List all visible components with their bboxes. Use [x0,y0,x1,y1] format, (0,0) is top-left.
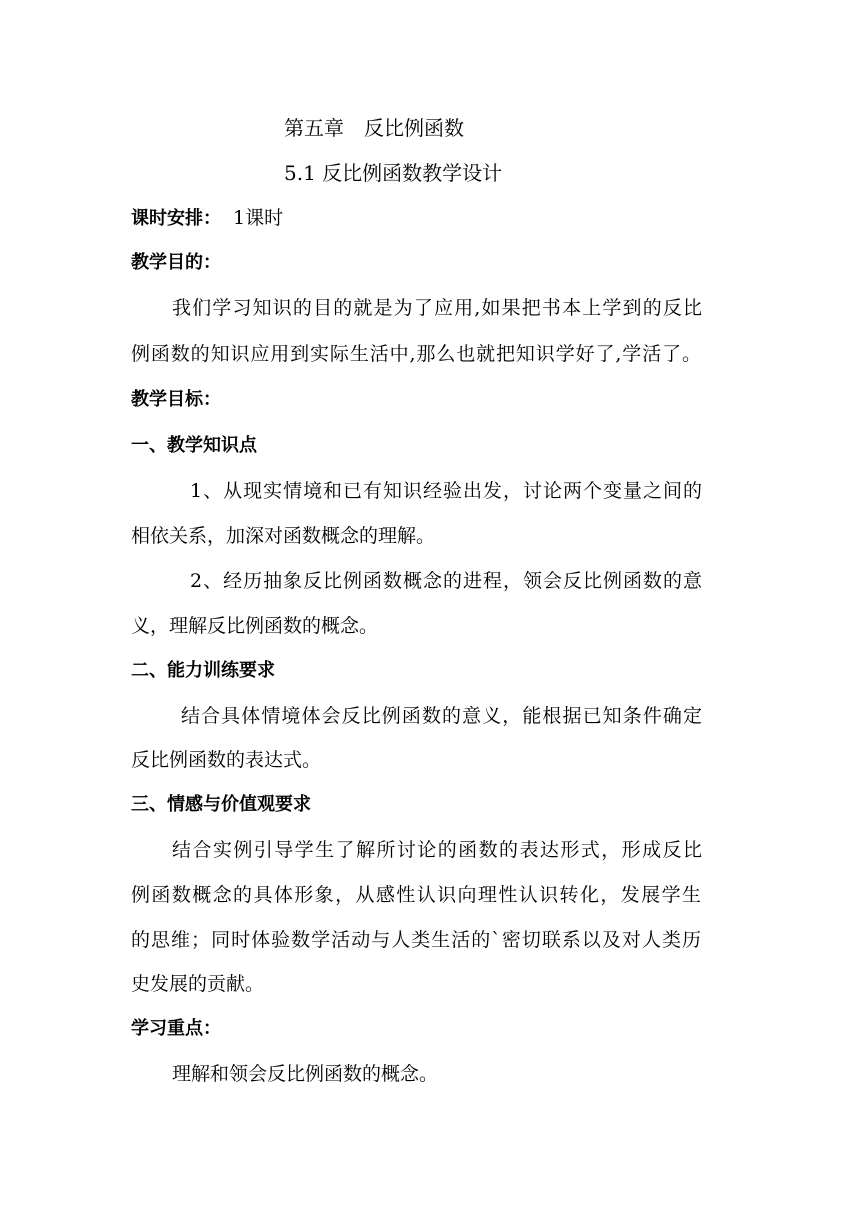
schedule-line [131,204,283,233]
section-title: 5.1 反比例函数教学设计 [284,161,503,185]
schedule-value: 1课时 [233,207,284,229]
emotion-line-1: 结合实例引导学生了解所讨论的函数的表达形式，形成反比 [172,839,702,861]
emotion-line-3: 的思维；同时体验数学活动与人类生活的`密切联系以及对人类历 [131,929,701,951]
chapter-title: 第五章 反比例函数 [284,116,464,140]
schedule-label: 课时安排： [131,208,221,229]
emotion-heading: 三、情感与价值观要求 [131,794,311,815]
purpose-line-1: 我们学习知识的目的就是为了应用,如果把书本上学到的反比 [172,297,702,319]
emotion-line-4: 史发展的贡献。 [131,973,265,995]
emotion-line-2: 例函数概念的具体形象，从感性认识向理性认识转化，发展学生 [131,884,701,906]
ability-line-1: 结合具体情境体会反比例函数的意义，能根据已知条件确定 [181,705,702,727]
ability-line-2: 反比例函数的表达式。 [131,749,322,771]
objectives-heading: 教学目标： [131,389,221,410]
purpose-heading: 教学目的： [131,252,221,273]
key-points-line-1: 理解和领会反比例函数的概念。 [172,1063,439,1085]
ability-heading: 二、能力训练要求 [131,660,275,681]
knowledge-item2-line-1: 2、经历抽象反比例函数概念的进程，领会反比例函数的意 [190,570,702,592]
purpose-line-2: 例函数的知识应用到实际生活中,那么也就把知识学好了,学活了。 [131,343,701,365]
knowledge-item1-line-1: 1、从现实情境和已有知识经验出发，讨论两个变量之间的 [190,480,702,502]
knowledge-item1-line-2: 相依关系，加深对函数概念的理解。 [131,525,436,547]
knowledge-heading: 一、教学知识点 [131,435,257,456]
key-points-heading: 学习重点： [131,1018,221,1039]
knowledge-item2-line-2: 义，理解反比例函数的概念。 [131,615,379,637]
